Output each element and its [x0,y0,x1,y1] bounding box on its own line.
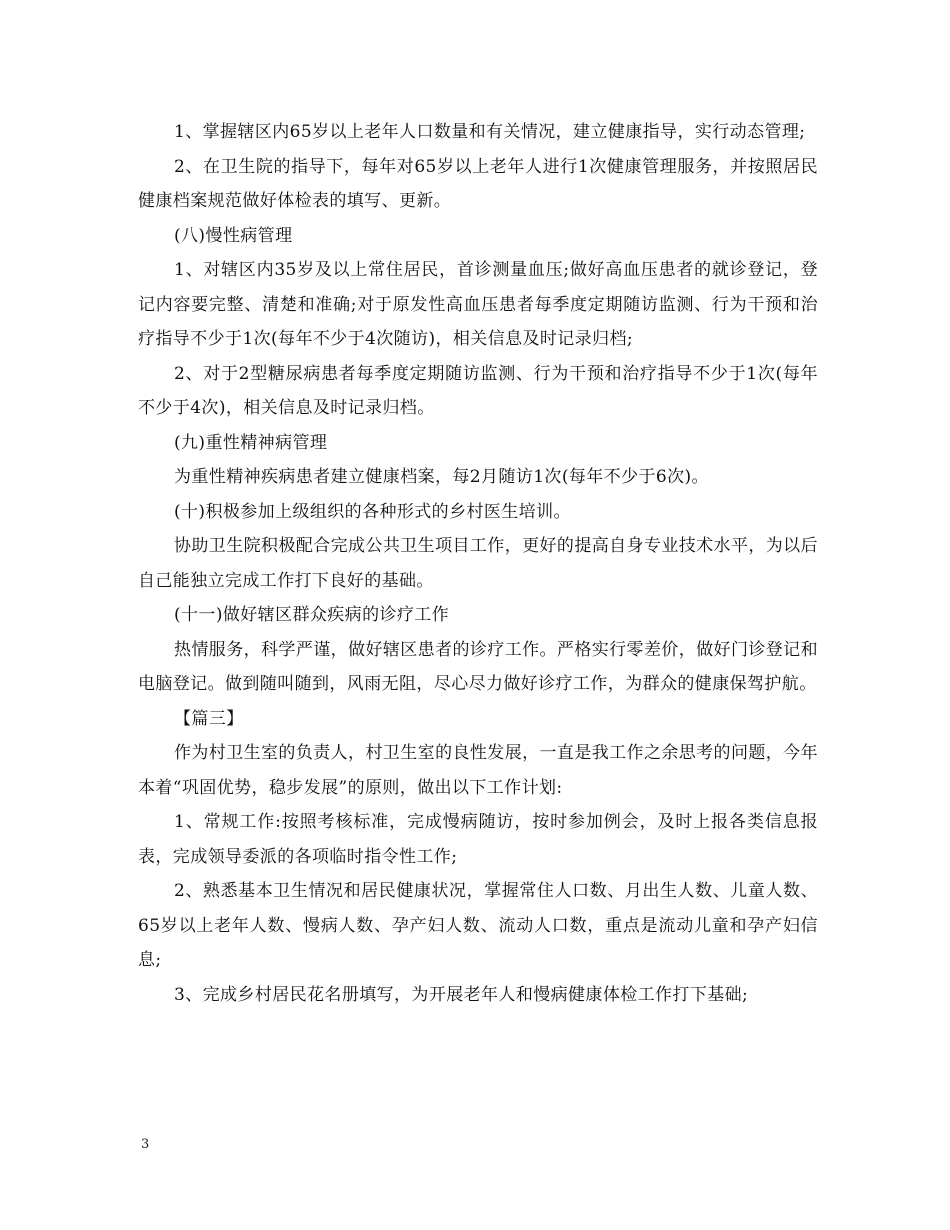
document-body [138,115,818,1012]
chapter-heading-part-three: 【篇三】 [174,708,244,729]
paragraph-routine-work: 1、常规工作:按照考核标准，完成慢病随访，按时参加例会，及时上报各类信息报表，完成领导委派的各项临时指令性工作; [138,812,818,867]
paragraph-diabetes: 2、对于2型糖尿病患者每季度定期随访监测、行为干预和治疗指导不少于1次(每年不少于4次)，相关信息及时记录归档。 [138,363,818,418]
paragraph-hypertension: 1、对辖区内35岁及以上常住居民，首诊测量血压;做好高血压患者的就诊登记，登记内容要完整、清楚和准确;对于原发性高血压患者每季度定期随访监测、行为干预和治疗指导不少于1次(每年不少于4次随访)，相关信息及时记录归档; [138,260,818,349]
section-heading-diagnosis: (十一)做好辖区群众疾病的诊疗工作 [174,605,450,625]
section-heading-mental-illness: (九)重性精神病管理 [174,432,328,453]
section-heading-training: (十)积极参加上级组织的各种形式的乡村医生培训。 [174,501,571,522]
section-heading-chronic-disease: (八)慢性病管理 [174,225,293,246]
paragraph-health-status: 2、熟悉基本卫生情况和居民健康状况，掌握常住人口数、月出生人数、儿童人数、65岁以上老年人数、慢病人数、孕产妇人数、流动人口数，重点是流动儿童和孕产妇信息; [138,881,818,970]
paragraph-diagnosis: 热情服务，科学严谨，做好辖区患者的诊疗工作。严格实行零差价，做好门诊登记和电脑登记。做到随叫随到，风雨无阻，尽心尽力做好诊疗工作，为群众的健康保驾护航。 [138,639,818,694]
paragraph-elderly-1: 1、掌握辖区内65岁以上老年人口数量和有关情况，建立健康指导，实行动态管理; [174,122,806,142]
page-number: 3 [141,1137,150,1152]
paragraph-elderly-2: 2、在卫生院的指导下，每年对65岁以上老年人进行1次健康管理服务，并按照居民健康档案规范做好体检表的填写、更新。 [138,156,818,211]
paragraph-mental-illness: 为重性精神疾病患者建立健康档案，每2月随访1次(每年不少于6次)。 [174,467,709,487]
paragraph-roster: 3、完成乡村居民花名册填写，为开展老年人和慢病健康体检工作打下基础; [174,984,749,1005]
paragraph-training: 协助卫生院积极配合完成公共卫生项目工作，更好的提高自身专业技术水平，为以后自己能独立完成工作打下良好的基础。 [138,536,818,591]
paragraph-plan-intro: 作为村卫生室的负责人，村卫生室的良性发展，一直是我工作之余思考的问题，今年本着“巩固优势，稳步发展”的原则，做出以下工作计划: [138,743,818,798]
